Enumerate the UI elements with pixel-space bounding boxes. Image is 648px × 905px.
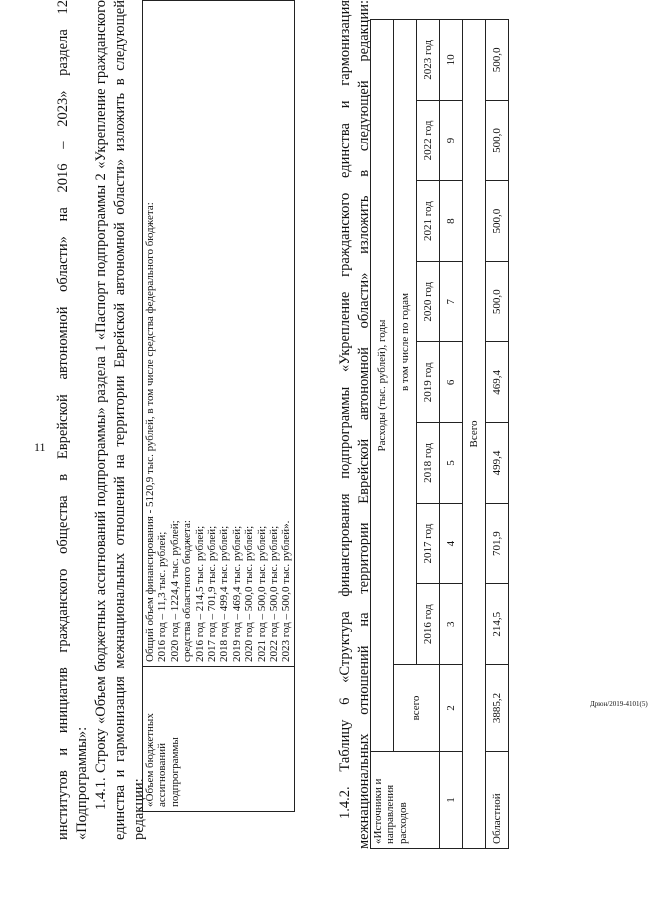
column-number: 10 bbox=[440, 20, 463, 101]
column-number: 4 bbox=[440, 503, 463, 584]
year-header: 2021 год bbox=[417, 181, 440, 262]
passport-value-cell bbox=[143, 1, 295, 667]
passport-line: 2020 год – 500,0 тыс. рублей; bbox=[243, 525, 256, 662]
by-years-header: в том числе по годам bbox=[394, 20, 417, 665]
paragraph-1-4-2: 1.4.2. Таблицу 6 «Структура финансирования подпрограммы «Укрепление гражданского единства и гармонизация межнациональных отношений на территории Еврейской автономной области» изложить в следующей редакции: bbox=[337, 0, 372, 849]
rotated-document-content bbox=[50, 0, 610, 849]
col-sources-line: расходов bbox=[396, 802, 409, 844]
row-value: 469,4 bbox=[486, 342, 509, 423]
passport-line: 2017 год – 701,9 тыс. рублей; bbox=[206, 525, 219, 662]
column-number: 8 bbox=[440, 181, 463, 262]
text-line-1: институтов и инициатив гражданского общества в Еврейской автономной области» на 2016 – 2023» раздела 12 bbox=[55, 0, 71, 840]
row-value: 500,0 bbox=[486, 100, 509, 181]
year-header: 2020 год bbox=[417, 261, 440, 342]
financing-table bbox=[370, 19, 509, 849]
year-header: 2016 год bbox=[417, 584, 440, 665]
column-numbers-row bbox=[440, 20, 463, 849]
row-value: 499,4 bbox=[486, 423, 509, 504]
passport-table bbox=[142, 0, 295, 812]
passport-label-cell bbox=[143, 667, 295, 812]
column-number: 7 bbox=[440, 261, 463, 342]
footer-code: Дрюн/2019-4101(5) bbox=[590, 700, 648, 708]
section-row bbox=[463, 20, 486, 849]
row-value: 500,0 bbox=[486, 261, 509, 342]
row-value: 500,0 bbox=[486, 181, 509, 262]
row-value: 701,9 bbox=[486, 503, 509, 584]
text-line-2: «Подпрограммы»: bbox=[74, 726, 90, 840]
column-number: 2 bbox=[440, 665, 463, 752]
page-number: 11 bbox=[34, 440, 46, 454]
table-row bbox=[486, 20, 509, 849]
column-number: 3 bbox=[440, 584, 463, 665]
passport-line: 2022 год – 500,0 тыс. рублей; bbox=[268, 525, 281, 662]
year-header: 2019 год bbox=[417, 342, 440, 423]
passport-line: 2019 год – 469,4 тыс. рублей; bbox=[230, 525, 243, 662]
col-sources-line: «Источники и bbox=[372, 778, 384, 844]
section-total-label: Всего bbox=[463, 20, 486, 849]
col-sources-header bbox=[371, 752, 440, 849]
column-number: 1 bbox=[440, 752, 463, 849]
column-number: 6 bbox=[440, 342, 463, 423]
passport-label-line: ассигнований подпрограммы bbox=[156, 737, 181, 807]
passport-line: 2016 год – 11,3 тыс. рублей; bbox=[156, 531, 169, 662]
row-value: 214,5 bbox=[486, 584, 509, 665]
passport-line: средства областного бюджета: bbox=[181, 520, 194, 662]
passport-line: 2021 год – 500,0 тыс. рублей; bbox=[255, 525, 268, 662]
column-number: 5 bbox=[440, 423, 463, 504]
year-header: 2017 год bbox=[417, 503, 440, 584]
row-label: Областной bbox=[486, 752, 509, 849]
column-number: 9 bbox=[440, 100, 463, 181]
passport-label-line: «Объем бюджетных bbox=[144, 713, 156, 807]
row-value: 3885,2 bbox=[486, 665, 509, 752]
year-header: 2023 год bbox=[417, 20, 440, 101]
passport-line: 2023 год – 500,0 тыс. рублей». bbox=[280, 520, 293, 662]
paragraph-1-4-1: 1.4.1. Строку «Объем бюджетных ассигнований подпрограммы» раздела 1 «Паспорт подпрограммы 2 «Укрепление гражданского единства и гармонизация межнациональных отношений на территории Еврейской автономной области» изложить в следующей редакции: bbox=[93, 0, 147, 840]
year-header: 2018 год bbox=[417, 423, 440, 504]
year-header: 2022 год bbox=[417, 100, 440, 181]
passport-line: 2016 год – 214,5 тыс. рублей; bbox=[193, 525, 206, 662]
expenses-header: Расходы (тыс. рублей), годы bbox=[371, 20, 394, 752]
passport-line: 2018 год – 499,4 тыс. рублей; bbox=[218, 525, 231, 662]
passport-line: Общий объем финансирования - 5120,9 тыс. рублей, в том числе средства федерального бюджета: bbox=[144, 202, 156, 662]
total-column-header: всего bbox=[394, 665, 440, 752]
row-value: 500,0 bbox=[486, 20, 509, 101]
col-sources-line: направления bbox=[384, 784, 397, 844]
passport-line: 2020 год – 1224,4 тыс. рублей; bbox=[168, 520, 181, 662]
